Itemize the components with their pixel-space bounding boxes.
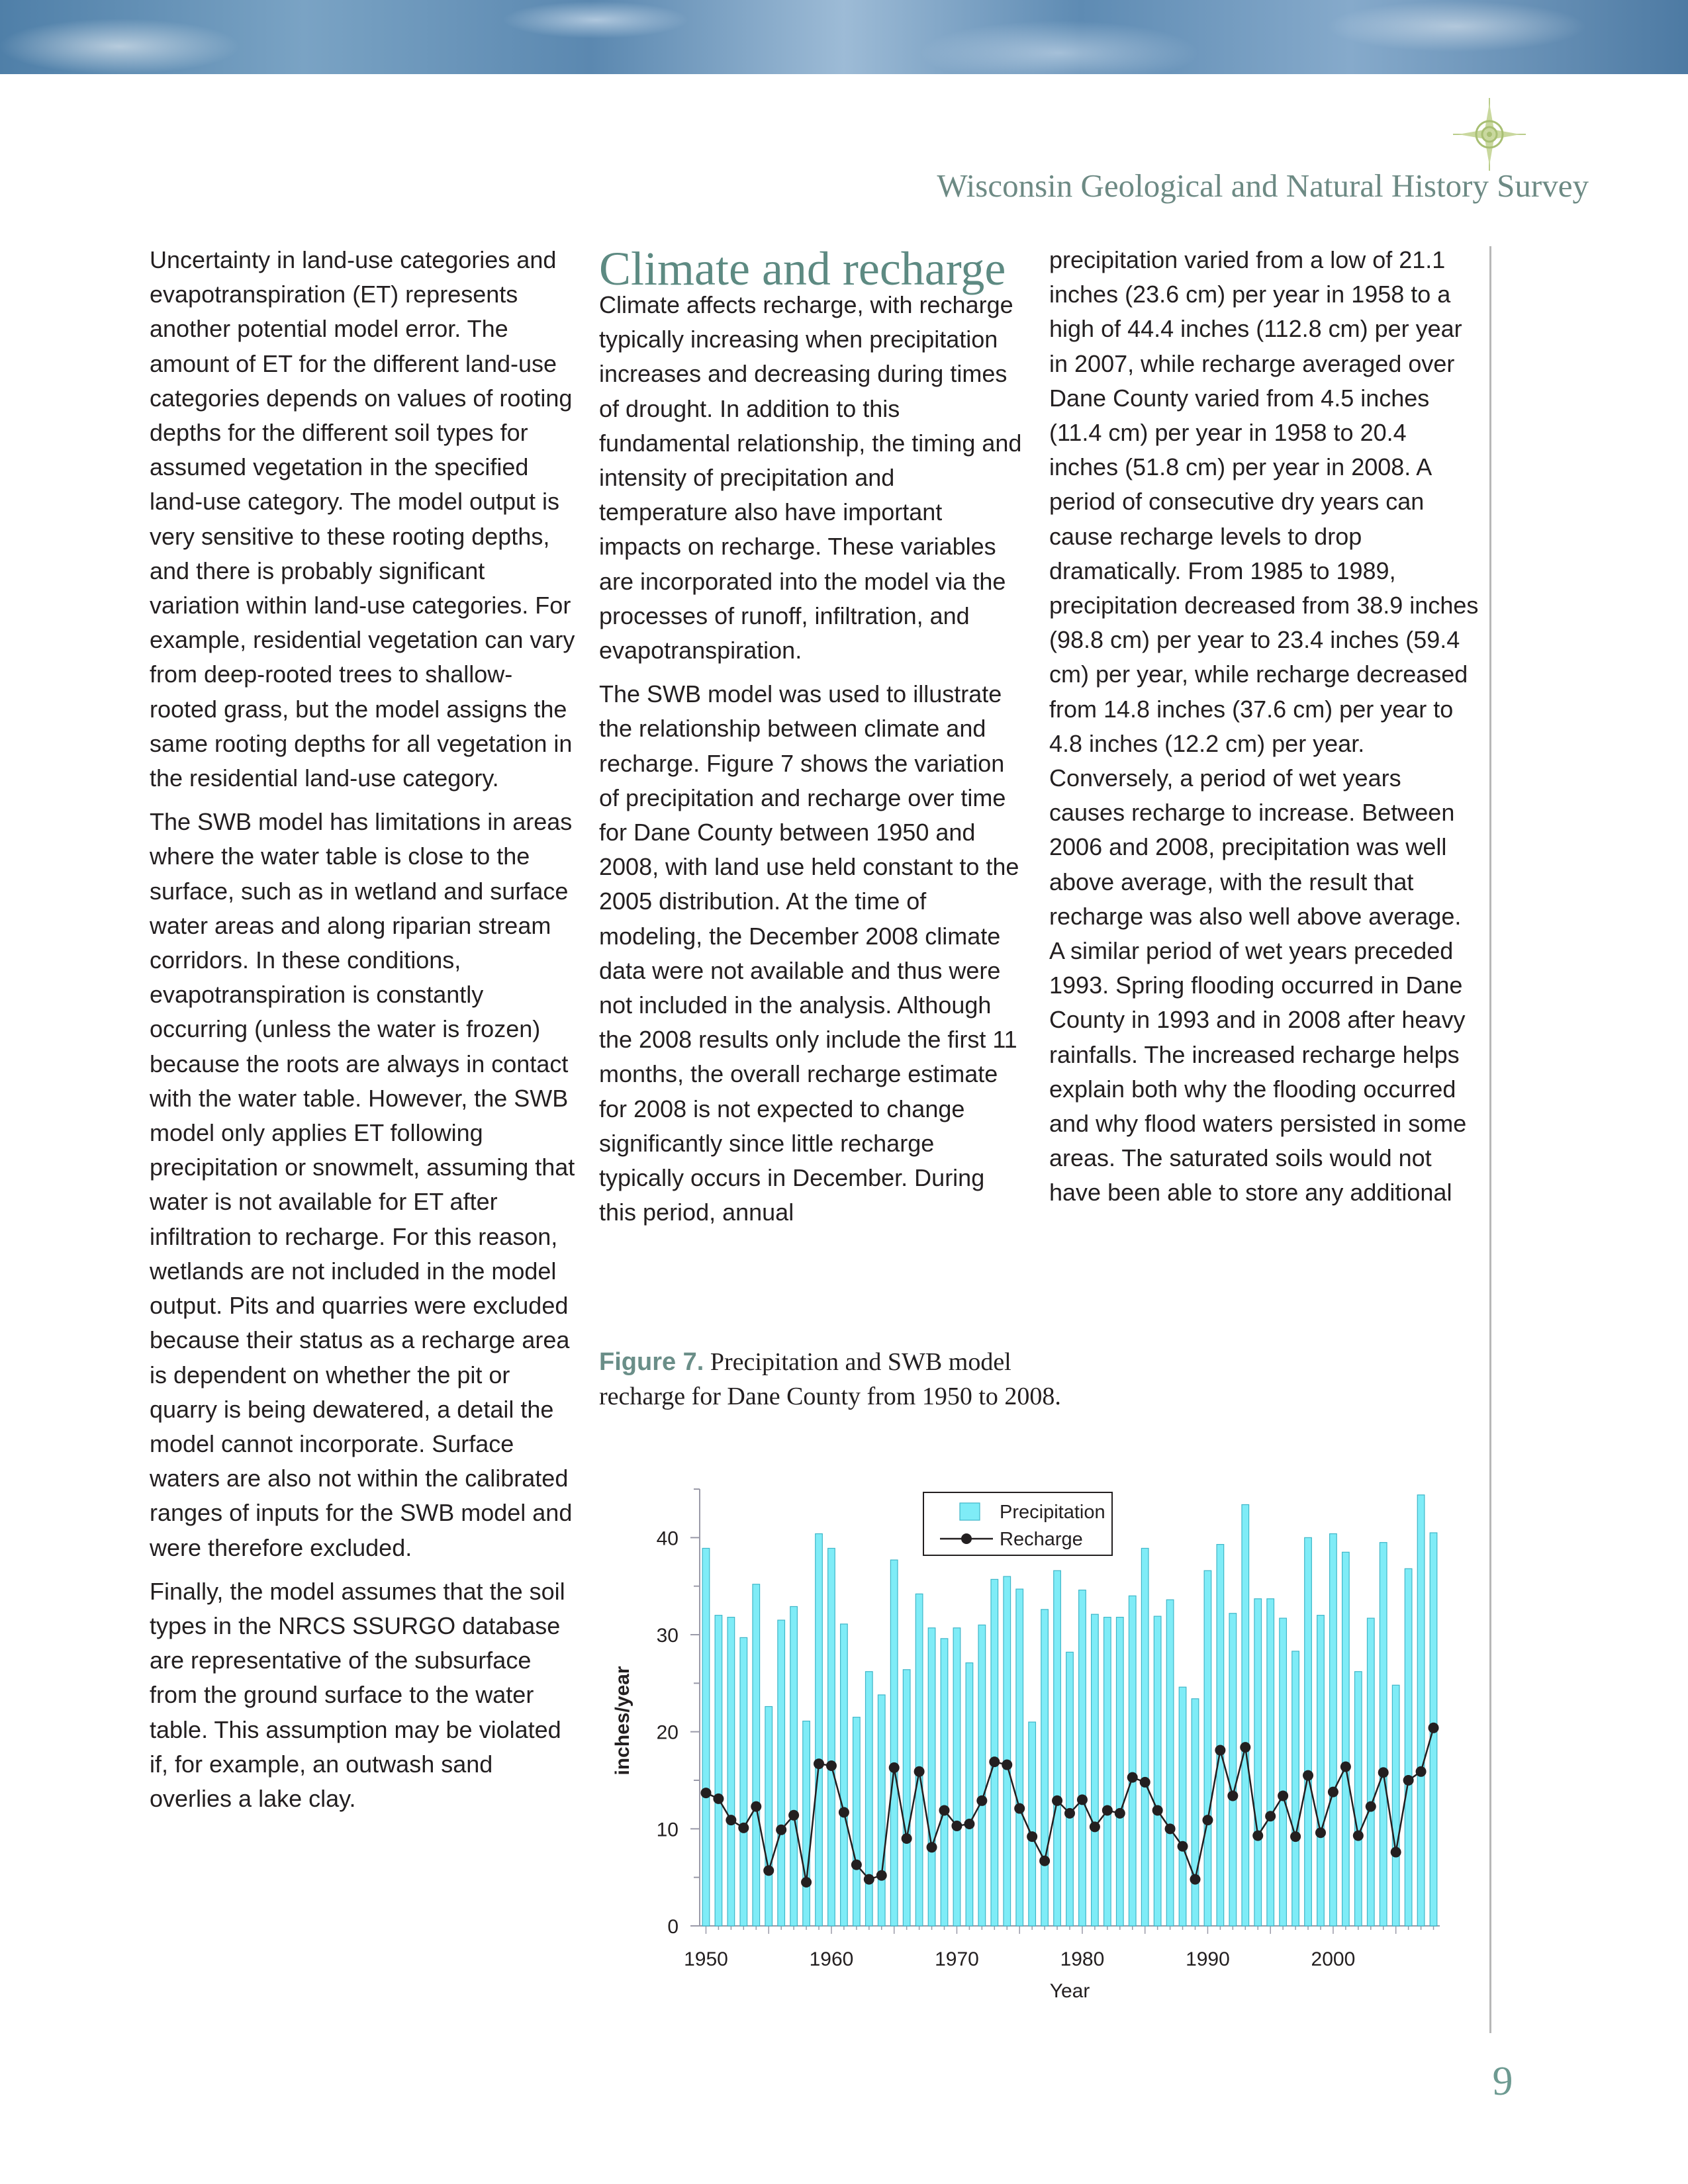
precipitation-bar: [853, 1717, 861, 1926]
precipitation-bar: [1016, 1589, 1023, 1926]
recharge-point: [1353, 1831, 1364, 1841]
recharge-point: [964, 1819, 974, 1829]
precipitation-bar: [866, 1672, 873, 1926]
recharge-point: [1077, 1794, 1088, 1805]
recharge-point: [700, 1788, 711, 1798]
recharge-point: [814, 1758, 824, 1769]
precipitation-bar: [1041, 1610, 1049, 1926]
precipitation-bar: [740, 1637, 747, 1926]
recharge-point: [713, 1794, 724, 1804]
y-tick-label: 30: [656, 1625, 679, 1647]
recharge-point: [839, 1807, 849, 1817]
recharge-point: [751, 1801, 761, 1812]
x-axis-label: Year: [1049, 1980, 1090, 2002]
precipitation-bar: [702, 1548, 710, 1926]
text-column-3: [1049, 243, 1479, 1220]
recharge-point: [801, 1877, 812, 1888]
precipitation-bar: [715, 1615, 722, 1926]
precipitation-bar: [1004, 1576, 1011, 1926]
precipitation-bar: [1054, 1570, 1061, 1926]
precipitation-bar: [1204, 1570, 1211, 1926]
recharge-point: [1127, 1772, 1138, 1783]
legend-label-recharge: Recharge: [1000, 1529, 1083, 1550]
recharge-point: [826, 1760, 837, 1771]
precipitation-bar: [1229, 1614, 1237, 1926]
organization-name: Wisconsin Geological and Natural History Survey: [937, 167, 1589, 204]
precipitation-bar: [903, 1670, 910, 1926]
recharge-point: [1152, 1805, 1163, 1815]
recharge-point: [1328, 1787, 1338, 1797]
precipitation-bar: [841, 1624, 848, 1926]
precipitation-bar: [915, 1594, 923, 1926]
precipitation-bar: [1166, 1600, 1174, 1926]
recharge-point: [989, 1756, 1000, 1767]
precipitation-bar: [1079, 1590, 1086, 1926]
recharge-point: [1315, 1827, 1326, 1838]
recharge-point: [1278, 1790, 1288, 1801]
recharge-point: [1240, 1742, 1250, 1752]
precipitation-bar: [1417, 1495, 1425, 1926]
recharge-point: [1391, 1847, 1401, 1858]
precipitation-bar: [727, 1617, 735, 1926]
recharge-point: [1215, 1745, 1225, 1756]
legend-label-precipitation: Precipitation: [1000, 1502, 1105, 1523]
precipitation-bar: [890, 1560, 898, 1926]
recharge-point: [939, 1805, 950, 1815]
recharge-point: [1378, 1767, 1389, 1778]
recharge-point: [763, 1865, 774, 1876]
y-tick-label: 0: [667, 1916, 679, 1938]
column-divider: [1489, 246, 1491, 2033]
x-tick-label: 1950: [684, 1948, 728, 1970]
precipitation-bar: [1242, 1504, 1249, 1926]
precipitation-bar: [1355, 1672, 1362, 1926]
precipitation-bar: [1029, 1722, 1036, 1926]
paragraph: The SWB model was used to illustrate the relationship between climate and recharge. Figure 7 shows the variation of precipitation and recharge over time for Dane County between 1950 and 2008, with land use held constant to the 2005 distribution. At the time of modeling, the December 2008 climate data were not available and thus were not included in the analysis. Although the 2008 results only include the first 11 months, the overall recharge estimate for 2008 is not expected to change significantly since little recharge typically occurs in December. During this period, annual: [599, 680, 1019, 1226]
y-axis-label: inches/year: [612, 1666, 633, 1776]
recharge-point: [1366, 1801, 1376, 1812]
recharge-point: [1002, 1760, 1012, 1770]
y-tick-label: 10: [656, 1819, 679, 1841]
figure-label: Figure 7.: [599, 1348, 704, 1376]
precipitation-bar: [1129, 1596, 1136, 1926]
paragraph: Finally, the model assumes that the soil types in the NRCS SSURGO database are representative of the subsurface from the ground surface to the water table. This assumption may be violated if, for example, an outwash sand overlies a lake clay.: [150, 1577, 565, 1812]
x-tick-label: 1960: [809, 1948, 854, 1970]
recharge-point: [1027, 1831, 1037, 1842]
recharge-point: [788, 1810, 799, 1821]
paragraph: Climate affects recharge, with recharge typically increasing when precipitation increases and decreasing during times of drought. In addition to this fundamental relationship, the timing and intensity of precipitation and temperature also have important impacts on recharge. These variables are incorporated into the model via the processes of runoff, infiltration, and evapotranspiration.: [599, 291, 1022, 664]
precipitation-bar: [790, 1606, 798, 1926]
recharge-point: [1403, 1775, 1414, 1786]
recharge-point: [851, 1860, 862, 1870]
x-tick-label: 1980: [1060, 1948, 1105, 1970]
recharge-point: [1039, 1856, 1050, 1866]
precipitation-bar: [991, 1579, 998, 1926]
recharge-point: [1340, 1761, 1351, 1772]
recharge-point: [1429, 1723, 1439, 1733]
recharge-point: [1064, 1808, 1075, 1819]
precipitation-bar: [1066, 1652, 1074, 1926]
legend-marker-recharge: [961, 1533, 972, 1544]
recharge-point: [1165, 1823, 1176, 1834]
recharge-point: [1202, 1815, 1213, 1825]
precipitation-bar: [828, 1548, 835, 1926]
legend-swatch-precipitation: [960, 1503, 980, 1520]
precipitation-bar: [941, 1639, 948, 1926]
x-tick-label: 1970: [935, 1948, 979, 1970]
precipitation-bar: [1380, 1543, 1387, 1926]
recharge-point: [1227, 1790, 1238, 1801]
precipitation-bar: [878, 1695, 885, 1926]
precipitation-bar: [816, 1533, 823, 1926]
precipitation-bar: [753, 1584, 760, 1926]
precipitation-bar: [1367, 1618, 1374, 1926]
precipitation-bar: [966, 1663, 973, 1926]
recharge-point: [1303, 1770, 1313, 1781]
precipitation-bar: [978, 1625, 986, 1926]
recharge-point: [1102, 1805, 1113, 1815]
text-column-1: [150, 243, 580, 1825]
text-column-2: [599, 243, 1023, 1239]
precipitation-bar: [1330, 1533, 1337, 1926]
recharge-point: [951, 1821, 962, 1831]
precipitation-recharge-chart: [596, 1476, 1456, 2025]
recharge-point: [914, 1766, 925, 1777]
figure-caption-text: Precipitation and SWB model recharge for Dane County from 1950 to 2008.: [599, 1348, 1061, 1410]
precipitation-bar: [1405, 1569, 1412, 1926]
recharge-point: [1178, 1841, 1188, 1852]
paragraph: precipitation varied from a low of 21.1 inches (23.6 cm) per year in 1958 to a high of 44.4 inches (112.8 cm) per year in 2007, while recharge averaged over Dane County varied from 4.5 inches (11.4 cm) per year in 1958 to 20.4 inches (51.8 cm) per year in 2008. A period of consecutive dry years can cause recharge levels to drop dramatically. From 1985 to 1989, precipitation decreased from 38.9 inches (98.8 cm) per year to 23.4 inches (59.4 cm) per year, while recharge decreased from 14.8 inches (37.6 cm) per year to 4.8 inches (12.2 cm) per year. Conversely, a period of wet years causes recharge to increase. Between 2006 and 2008, precipitation was well above average, with the result that recharge was also well above average. A similar period of wet years preceded 1993. Spring flooding occurred in Dane County in 1993 and in 2008 after heavy rainfalls. The increased recharge helps explain both why the flooding occurred and why flood waters persisted in some areas. The saturated soils would not have been able to store any additional: [1049, 246, 1479, 1206]
precipitation-bar: [1154, 1616, 1161, 1926]
x-tick-label: 2000: [1311, 1948, 1356, 1970]
recharge-point: [1090, 1821, 1100, 1832]
recharge-point: [1140, 1777, 1150, 1788]
precipitation-bar: [1317, 1615, 1325, 1926]
precipitation-bar: [1305, 1537, 1312, 1926]
precipitation-bar: [765, 1707, 773, 1926]
recharge-point: [1190, 1874, 1200, 1885]
precipitation-bar: [803, 1721, 810, 1926]
precipitation-bar: [928, 1628, 935, 1926]
recharge-point: [1290, 1831, 1301, 1842]
figure-caption: [599, 1345, 1102, 1414]
paragraph: The SWB model has limitations in areas where the water table is close to the surface, such as in wetland and surface water areas and along riparian stream corridors. In these conditions, evapotranspiration is constantly occurring (unless the water is frozen) because the roots are always in contact with the water table. However, the SWB model only applies ET following precipitation or snowmelt, assuming that water is not available for ET after infiltration to recharge. For this reason, wetlands are not included in the model output. Pits and quarries were excluded because their status as a recharge area is dependent on whether the pit or quarry is being dewatered, a detail the model cannot incorporate. Surface waters are also not within the calibrated ranges of inputs for the SWB model and were therefore excluded.: [150, 808, 575, 1561]
paragraph: Uncertainty in land-use categories and evapotranspiration (ET) represents another potential model error. The amount of ET for the different land-use categories depends on values of rooting depths for the different soil types for assumed vegetation in the specified land-use category. The model output is very sensitive to these rooting depths, and there is probably significant variation within land-use categories. For example, residential vegetation can vary from deep-rooted trees to shallow-rooted grass, but the model assigns the same rooting depths for all vegetation in the residential land-use category.: [150, 246, 575, 792]
recharge-point: [902, 1833, 912, 1844]
precipitation-bar: [1217, 1545, 1224, 1926]
section-heading: Climate and recharge: [599, 242, 1006, 295]
y-tick-label: 40: [656, 1527, 679, 1550]
precipitation-bar: [1267, 1599, 1274, 1926]
recharge-point: [776, 1825, 786, 1835]
precipitation-bar: [1141, 1548, 1149, 1926]
recharge-point: [864, 1874, 874, 1885]
precipitation-bar: [1116, 1617, 1123, 1926]
precipitation-bar: [1104, 1617, 1111, 1926]
recharge-point: [1115, 1808, 1125, 1819]
compass-icon: [1453, 98, 1526, 171]
recharge-point: [1265, 1811, 1276, 1821]
precipitation-bar: [1392, 1685, 1399, 1926]
recharge-point: [976, 1796, 987, 1806]
precipitation-bar: [1192, 1699, 1199, 1926]
precipitation-bar: [1280, 1618, 1287, 1926]
precipitation-bar: [1342, 1552, 1350, 1926]
recharge-point: [1052, 1796, 1062, 1806]
x-tick-label: 1990: [1186, 1948, 1230, 1970]
precipitation-bar: [1292, 1651, 1299, 1926]
recharge-point: [1416, 1766, 1427, 1777]
precipitation-bar: [1254, 1599, 1262, 1926]
recharge-point: [738, 1823, 749, 1833]
page-number: 9: [1492, 2059, 1513, 2104]
precipitation-bar: [953, 1628, 961, 1926]
precipitation-bar: [778, 1620, 785, 1926]
recharge-point: [927, 1842, 937, 1852]
recharge-point: [1014, 1803, 1025, 1814]
y-tick-label: 20: [656, 1721, 679, 1744]
precipitation-bar: [1092, 1614, 1099, 1926]
precipitation-bar: [1179, 1687, 1186, 1926]
recharge-point: [1252, 1831, 1263, 1841]
map-banner: [0, 0, 1688, 74]
recharge-point: [876, 1870, 887, 1881]
recharge-point: [889, 1762, 900, 1773]
recharge-point: [726, 1815, 736, 1825]
